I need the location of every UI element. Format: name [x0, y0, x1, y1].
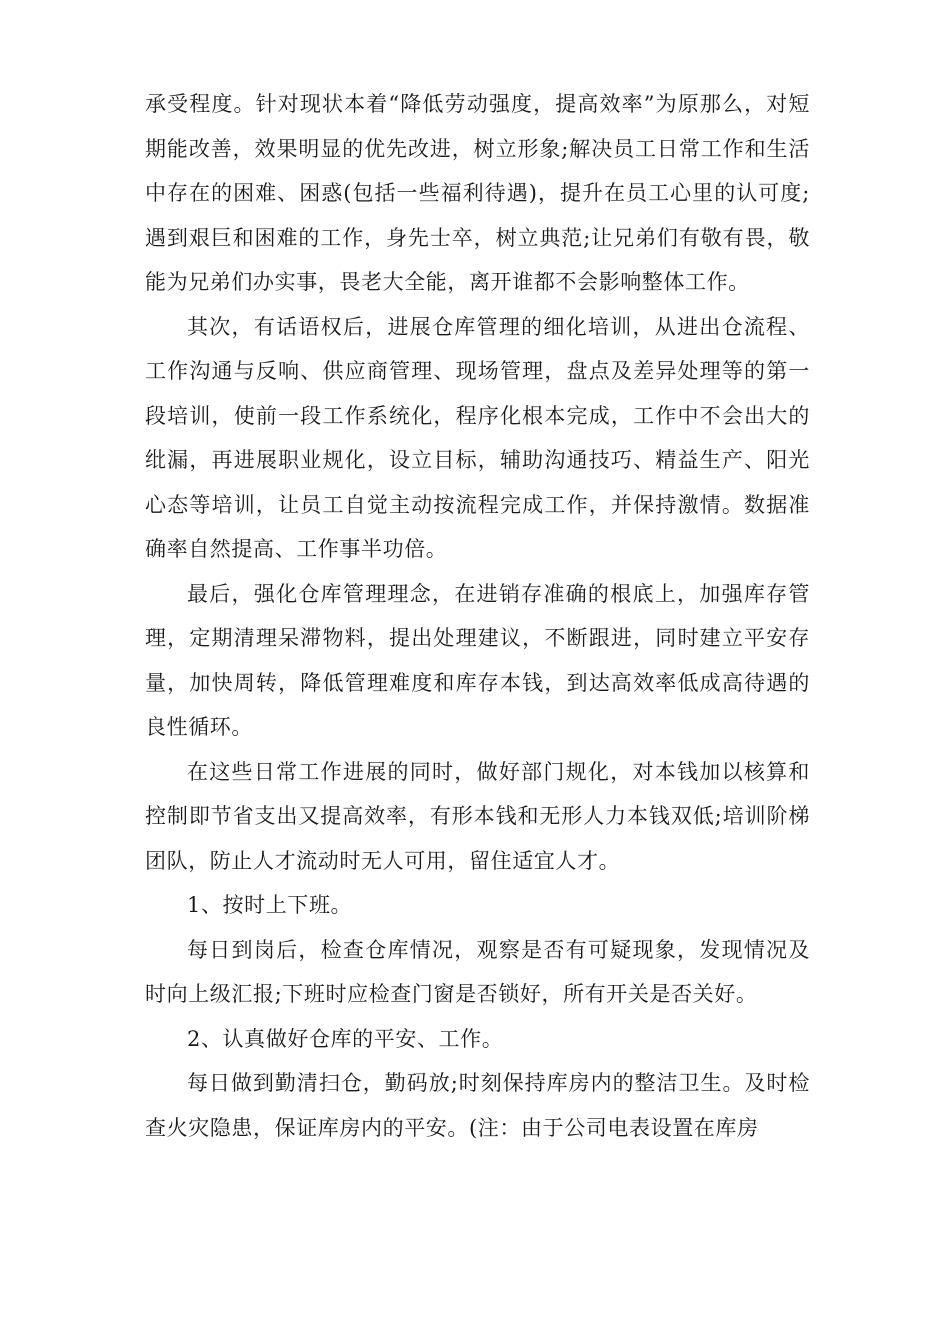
- paragraph-4: 在这些日常工作进展的同时，做好部门规化，对本钱加以核算和控制即节省支出又提高效率，有形本钱和无形人力本钱双低;培训阶梯团队，防止人才流动时无人可用，留住适宜人才。: [145, 759, 810, 873]
- list-heading-2: 2、认真做好仓库的平安、工作。: [187, 1026, 504, 1051]
- paragraph-3: 最后，强化仓库管理理念，在进销存准确的根底上，加强库存管理，定期清理呆滞物料，提出处理建议，不断跟进，同时建立平安存量，加快周转，降低管理难度和库存本钱，到达高效率低成高待遇的良性循环。: [145, 581, 810, 739]
- paragraph-6: 每日做到勤清扫仓，勤码放;时刻保持库房内的整洁卫生。及时检查火灾隐患，保证库房内的平安。(注：由于公司电表设置在库房: [145, 1071, 810, 1140]
- document-body: [145, 82, 810, 1150]
- paragraph-2: 其次，有话语权后，进展仓库管理的细化培训，从进出仓流程、工作沟通与反响、供应商管理、现场管理，盘点及差异处理等的第一段培训，使前一段工作系统化，程序化根本完成，工作中不会出大的纰漏，再进展职业规化，设立目标，辅助沟通技巧、精益生产、阳光心态等培训，让员工自觉主动按流程完成工作，并保持激情。数据准确率自然提高、工作事半功倍。: [145, 314, 810, 561]
- paragraph-5: 每日到岗后，检查仓库情况，观察是否有可疑现象，发现情况及时向上级汇报;下班时应检查门窗是否锁好，所有开关是否关好。: [145, 937, 810, 1006]
- paragraph-1: 承受程度。针对现状本着“降低劳动强度，提高效率”为原那么，对短期能改善，效果明显的优先改进，树立形象;解决员工日常工作和生活中存在的困难、困惑(包括一些福利待遇)，提升在员工心里的认可度;遇到艰巨和困难的工作，身先士卒，树立典范;让兄弟们有敬有畏，敬能为兄弟们办实事，畏老大全能，离开谁都不会影响整体工作。: [145, 92, 810, 294]
- list-heading-1: 1、按时上下班。: [187, 893, 353, 917]
